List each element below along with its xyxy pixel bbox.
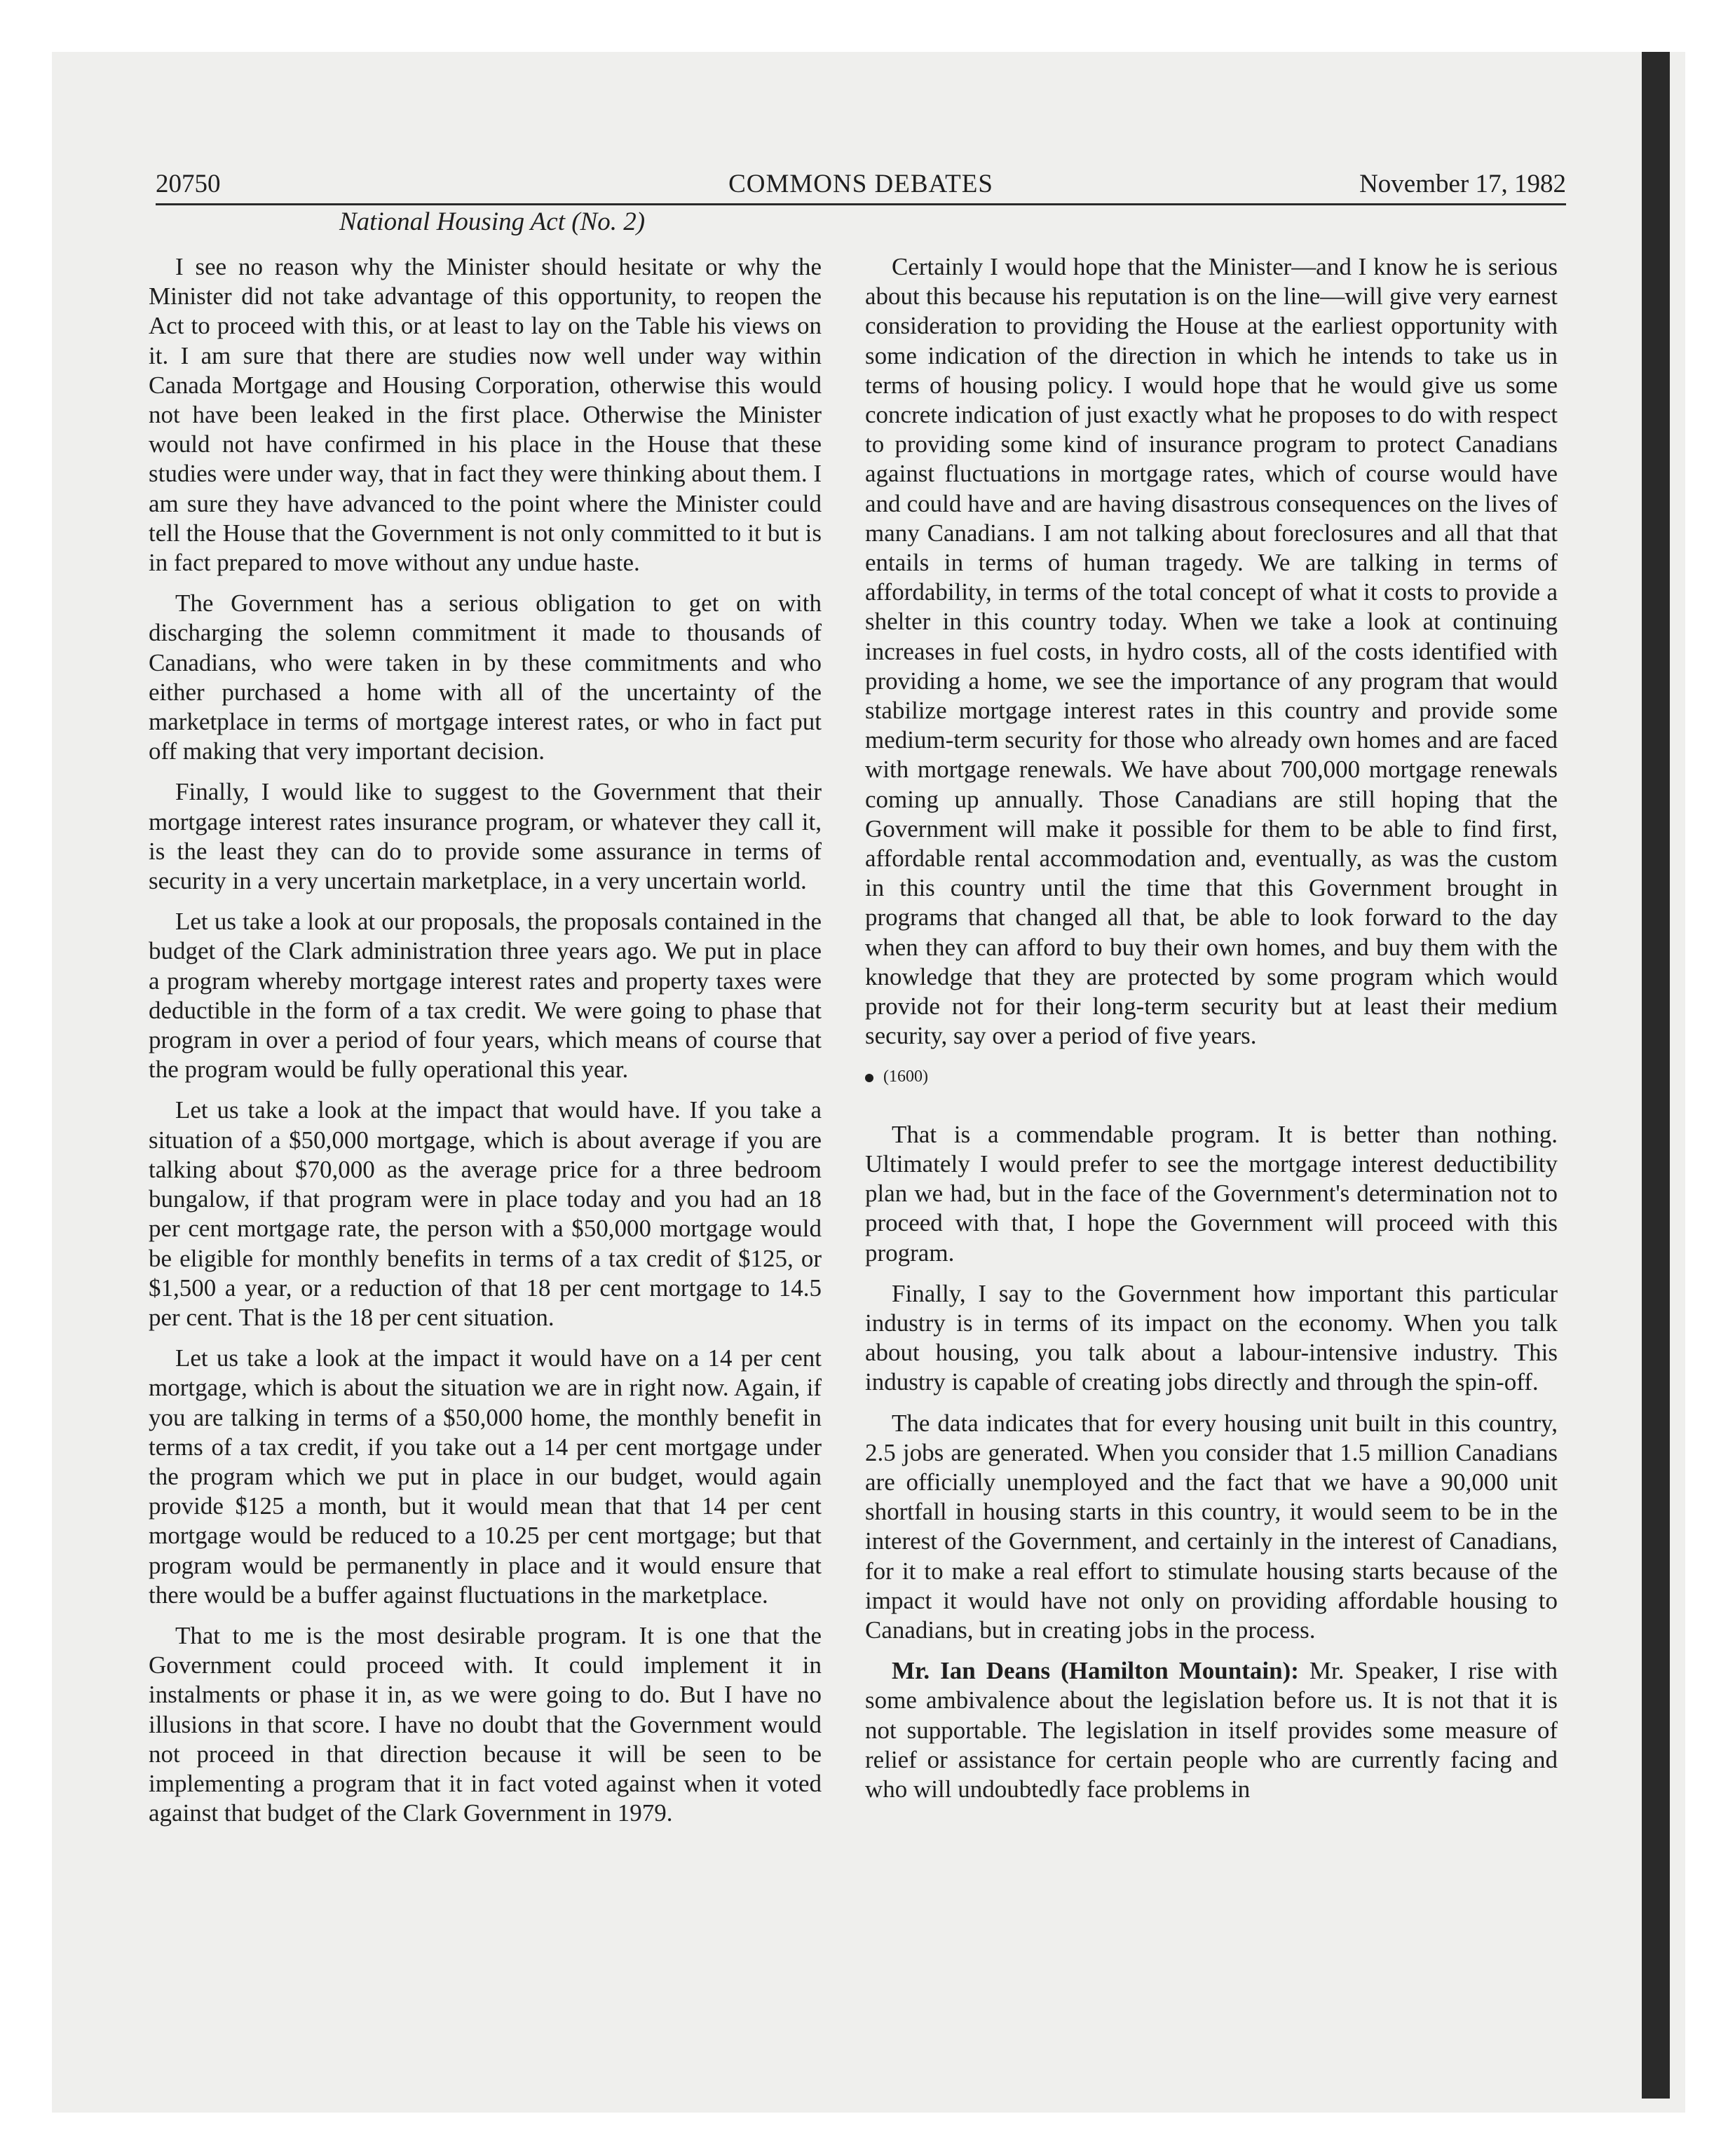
left-column bbox=[149, 252, 822, 1839]
paragraph: The Government has a serious obligation to get on with discharging the solemn commitment it made to thousands of Canadians, who were taken in by these commitments and who either purchased a home with all of the uncertainty of the marketplace in terms of mortgage interest rates, or who in fact put off making that very important decision. bbox=[149, 589, 822, 765]
right-column bbox=[865, 252, 1558, 1815]
time-marker bbox=[865, 1062, 1558, 1091]
scan-edge-shadow bbox=[1642, 52, 1670, 2099]
paragraph: I see no reason why the Minister should hesitate or why the Minister did not take advantage of this opportunity, to reopen the Act to proceed with this, or at least to lay on the Table his views on it. I am sure that there are studies now well under way within Canada Mortgage and Housing Corporation, otherwise this would not have been leaked in the first place. Otherwise the Minister would not have confirmed in his place in the House that these studies were under way, that in fact they were thinking about them. I am sure they have advanced to the point where the Minister could tell the House that the Government is not only committed to it but is in fact prepared to move without any undue haste. bbox=[149, 253, 822, 577]
time-marker-label: (1600) bbox=[883, 1067, 928, 1086]
speech-paragraph bbox=[865, 1656, 1558, 1804]
paragraph: Let us take a look at the impact it would have on a 14 per cent mortgage, which is about the situation we are in right now. Again, if you are talking in terms of a $50,000 home, the monthly benefit in terms of a tax credit, if you take out a 14 per cent mortgage under the program which we put in place in our budget, would again provide $125 a month, but it would mean that that 14 per cent mortgage would be reduced to a 10.25 per cent mortgage; but that program would be permanently in place and it would ensure that there would be a buffer against fluctuations in the marketplace. bbox=[149, 1344, 822, 1609]
page-header bbox=[156, 160, 1566, 205]
bill-subtitle: National Housing Act (No. 2) bbox=[339, 207, 646, 236]
paragraph: That to me is the most desirable program. It is one that the Government could proceed with. It could implement it in instalments or phase it in, as we were going to do. But I have no illusions in that score. I have no doubt that the Government would not proceed in that direction because it will be seen to be implementing a program that it in fact voted against when it voted against that budget of the Clark Government in 1979. bbox=[149, 1621, 822, 1827]
paragraph: Let us take a look at our proposals, the proposals contained in the budget of the Clark administration three years ago. We put in place a program whereby mortgage interest rates and property taxes were deductible in the form of a tax credit. We were going to phase that program in over a period of four years, which means of course that the program would be fully operational this year. bbox=[149, 908, 822, 1084]
paragraph: Finally, I say to the Government how important this particular industry is in terms of its impact on the economy. When you talk about housing, you talk about a labour-intensive industry. This industry is capable of creating jobs directly and through the spin-off. bbox=[865, 1279, 1558, 1396]
paragraph: That is a commendable program. It is better than nothing. Ultimately I would prefer to see the mortgage interest deductibility plan we had, but in the face of the Government's determination not to proceed with that, I hope the Government will proceed with this program. bbox=[865, 1120, 1558, 1267]
paragraph: The data indicates that for every housing unit built in this country, 2.5 jobs are generated. When you consider that 1.5 million Canadians are officially unemployed and the fact that we have a 90,000 unit shortfall in housing starts in this country, it would seem to be in the interest of the Government, and certainly in the interest of Canadians, for it to make a real effort to stimulate housing starts because of the impact it would have not only on providing affordable housing to Canadians, but in creating jobs in the process. bbox=[865, 1409, 1558, 1644]
paragraph: Finally, I would like to suggest to the Government that their mortgage interest rates insurance program, or whatever they call it, is the least they can do to provide some assurance in terms of security in a very uncertain marketplace, in a very uncertain world. bbox=[149, 778, 822, 895]
paragraph: Certainly I would hope that the Minister—and I know he is serious about this because his reputation is on the line—will give very earnest consideration to providing the House at the earliest opportunity with some indication of the direction in which he intends to take us in terms of housing policy. I would hope that he would give us some concrete indication of just exactly what he proposes to do with respect to providing some kind of insurance program to protect Canadians against fluctuations in mortgage rates, which of course would have and could have and are having disastrous consequences on the lives of many Canadians. I am not talking about foreclosures and all that that entails in terms of human tragedy. We are talking in terms of affordability, in terms of the total concept of what it costs to provide a shelter in this country today. When we take a look at continuing increases in fuel costs, in hydro costs, all of the costs identified with providing a home, we see the importance of any program that would stabilize mortgage interest rates in this country and provide some medium-term security for those who already own homes and are faced with mortgage renewals. We have about 700,000 mortgage renewals coming up annually. Those Canadians are still hoping that the Government will make it possible for them to be able to find first, affordable rental accommodation and, eventually, as was the custom in this country until the time that this Government brought in programs that changed all that, be able to look forward to the day when they can afford to buy their own homes, and buy them with the knowledge that they are protected by some program which would provide not for their long-term security but at least their medium security, say over a period of five years. bbox=[865, 253, 1558, 1050]
speech-text: Mr. Speaker, I rise with some ambivalence about the legislation before us. It is not that it is not supportable. The legislation in itself provides some measure of relief or assistance for certain people who are currently facing and who will undoubtedly face problems in bbox=[865, 1657, 1558, 1803]
speaker-name: Mr. Ian Deans (Hamilton Mountain): bbox=[892, 1657, 1299, 1685]
page-number: 20750 bbox=[156, 170, 221, 198]
header-date: November 17, 1982 bbox=[1359, 170, 1566, 198]
bullet-icon bbox=[865, 1074, 873, 1082]
publication-title: COMMONS DEBATES bbox=[728, 170, 993, 198]
paragraph: Let us take a look at the impact that would have. If you take a situation of a $50,000 mortgage, which is about average if you are talking about $70,000 as the average price for a three bedroom bungalow, if that program were in place today and you had an 18 per cent mortgage rate, the person with a $50,000 mortgage would be eligible for monthly benefits in terms of a tax credit of $125, or $1,500 a year, or a reduction of that 18 per cent mortgage to 14.5 per cent. That is the 18 per cent situation. bbox=[149, 1096, 822, 1331]
